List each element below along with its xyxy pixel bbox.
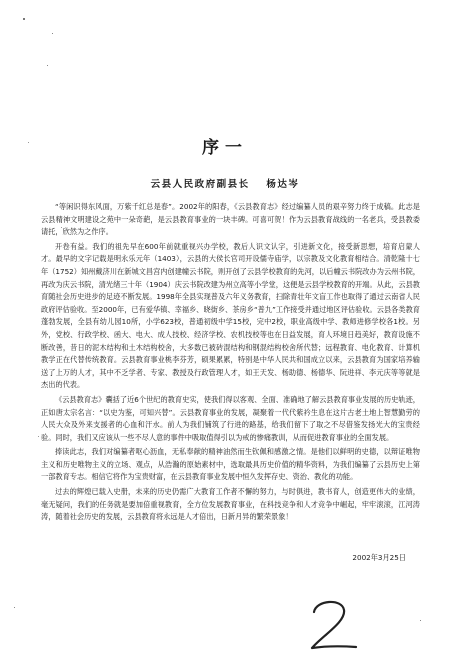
page-title: 序一	[202, 138, 248, 158]
author-line	[0, 176, 450, 190]
paragraph-5: 过去的辉煌已载入史册，未来的历史仍需广大教育工作者不懈的努力，与时俱进，教书育人，创造更伟大的业绩，毫无疑问，我们的任务就是要加倍重视教育，全方位发展教育事业，在科技竞争和人才竞争中崛起，牢牢滚滚，江河涛涛，随着社会历史的发展，云县教育将永远是人才倍出，日新月异的繁荣景象！	[41, 487, 420, 522]
signature-date: 2002年3月25日	[352, 553, 406, 562]
paragraph-3: 《云县教育志》囊括了近6个世纪的教育史实，使我们得以客观、全面、准确地了解云县教育事业发展的历史轨迹，正如唐太宗名言：“以史为鉴，可知兴替”。云县教育事业的发展，凝聚着一代代紫衿生息在这片古老土地上智慧勤劳的人民大众及外来支援者的心血和汗水。前人为我们铺筑了行进的路基，给我们留下了取之不尽借鉴发扬光大的宝贵经验。同时，我们又应该从一些不尽人意的事件中吸取值得引以为戒的惨痛教训，从而促进教育事业的全面发展。	[41, 394, 420, 442]
paragraph-1: “等闲识得东风面，万紫千红总是春”。2002年的阳春，《云县教育志》经过编纂人员的艰辛努力终于成稿。此志是云县精神文明建设之苑中一朵奇葩，是云县教育事业的一块丰碑。可喜可贺！作为云县教育战线的一名老兵，受县教委请托，欣然为之作序。	[41, 202, 420, 237]
author-name: 杨达岑	[266, 179, 300, 190]
handwritten-page-number	[302, 596, 362, 654]
preface-body	[41, 201, 420, 526]
author-role: 云县人民政府副县长	[150, 179, 250, 190]
paragraph-4: 捧读此志，我们对编纂者呕心沥血，无私奉献的精神油然而生钦佩和感激之情。是他们以鲜明的史德，以辩证唯物主义和历史唯物主义的立场、观点，从浩瀚的原始素材中，选取最具历史价值的精华资料，为我们编纂了云县历史上第一部教育专志。相信它将作为宝贵财富，在云县教育事业发展中恒久发挥存史、资治、教化的功能。	[41, 447, 420, 482]
paragraph-2: 开卷有益。我们的祖先早在600年前就重视兴办学校，教后人识文认字，引进新文化，接受新思想，培育启蒙人才。最早的文字记载是明永乐元年（1403），云县的大侯长官司开设儒寺庙学，以宗教及文化教育相结合。清乾隆十七年（1752）知州戴济川在新城文昌宫内创建幢云书院，则开创了云县学校教育的先河，以后幢云书院改办为云州书院，再改为庆云书院，清光绪三十年（1904）庆云书院改建为州立高等小学堂，这便是云县学校教育的开端。从此，云县教育随社会历史进步的足迹不断发展。1998年全县实现普及六年义务教育，扫除青壮年文盲工作也取得了通过云南省人民政府评估验收。至2000年，已有爱华镇、幸福乡、晓街乡、茶房乡“普九”工作接受并通过地区评估验收。云县各类教育蓬勃发展，全县有幼儿园10所，小学623校，普通初级中学15校，完中2校，职业高级中学、教师进修学校各1校。另外，党校、行政学校、函大、电大、成人技校、经济学校、农机技校等也在日益发展，育人环境日趋美好，教育设施不断改善，昔日的泥木结构和土木结构校舍，大多数已被砖混结构和钢混结构校舍所代替；远程教育、电化教育、计算机教学正在代替传统教育。云县教育事业桃李芬芳，硕果累累，特别是中华人民共和国成立以来，云县教育为国家培养输送了上万的人才，其中不乏学者、专家、教授及行政管理人才，如王天发、杨助德、杨德华、阮进祥、李元庆等等就是杰出的代表。	[41, 241, 420, 390]
